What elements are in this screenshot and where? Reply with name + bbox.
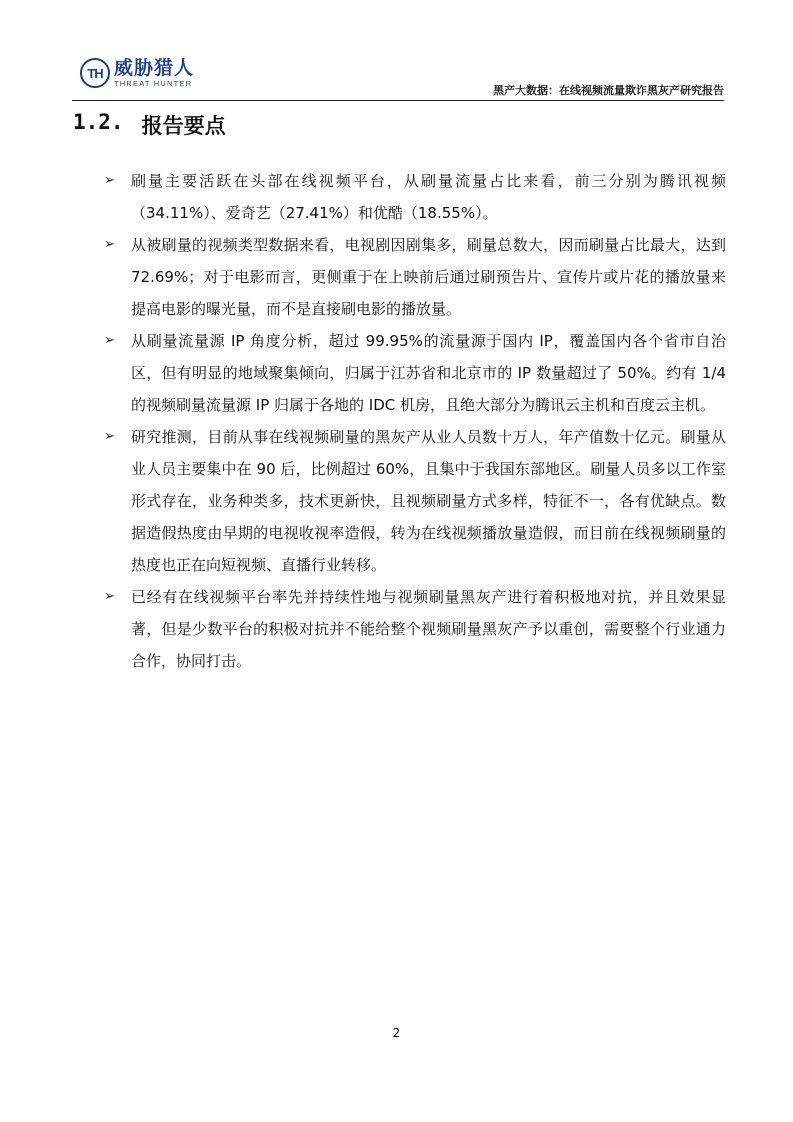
list-item <box>104 581 726 677</box>
document-title: 黑产大数据：在线视频流量欺诈黑灰产研究报告 <box>493 84 724 97</box>
list-item-text: 从被刷量的视频类型数据来看，电视剧因剧集多，刷量总数大，因而刷量占比最大，达到 72.69%；对于电影而言，更侧重于在上映前后通过刷预告片、宣传片或片花的播放量来提高电影的曝光量，而不是直接刷电影的播放量。 <box>131 236 726 318</box>
arrow-bullet-icon: ➢ <box>104 173 115 188</box>
page-header <box>72 56 724 100</box>
list-item-text: 研究推测，目前从事在线视频刷量的黑灰产从业人员数十万人，年产值数十亿元。刷量从业人员主要集中在 90 后，比例超过 60%，且集中于我国东部地区。刷量人员多以工作室形式存在，业务种类多，技术更新快，且视频刷量方式多样，特征不一，各有优缺点。数据造假热度由早期的电视收视率造假，转为在线视频播放量造假，而目前在线视频刷量的热度也正在向短视频、直播行业转移。 <box>131 428 726 574</box>
section-title: 报告要点 <box>141 114 226 138</box>
list-item <box>104 229 726 325</box>
logo-english-name: THREAT HUNTER <box>114 78 193 88</box>
logo-text <box>114 56 195 88</box>
arrow-bullet-icon: ➢ <box>104 333 115 348</box>
logo-mark-icon: TH <box>80 58 110 88</box>
arrow-bullet-icon: ➢ <box>104 237 115 252</box>
company-logo <box>80 58 194 88</box>
section-number: 1.2. <box>73 110 124 134</box>
list-item <box>104 325 726 421</box>
key-points-list <box>104 165 726 677</box>
list-item <box>104 165 726 229</box>
arrow-bullet-icon: ➢ <box>104 589 115 604</box>
list-item-text: 从刷量流量源 IP 角度分析，超过 99.95%的流量源于国内 IP，覆盖国内各个省市自治区，但有明显的地域聚集倾向，归属于江苏省和北京市的 IP 数量超过了 50%。约有 1/4 的视频刷量流量源 IP 归属于各地的 IDC 机房，且绝大部分为腾讯云主机和百度云主机。 <box>131 332 726 414</box>
list-item <box>104 421 726 581</box>
page-number: 2 <box>392 1026 401 1040</box>
section-heading <box>73 110 226 140</box>
arrow-bullet-icon: ➢ <box>104 429 115 444</box>
logo-chinese-name: 威胁猎人 <box>114 56 195 79</box>
list-item-text: 刷量主要活跃在头部在线视频平台，从刷量流量占比来看，前三分别为腾讯视频（34.11%）、爱奇艺（27.41%）和优酷（18.55%）。 <box>131 172 726 222</box>
list-item-text: 已经有在线视频平台率先并持续性地与视频刷量黑灰产进行着积极地对抗，并且效果显著，但是少数平台的积极对抗并不能给整个视频刷量黑灰产予以重创，需要整个行业通力合作，协同打击。 <box>131 588 726 670</box>
header-divider <box>72 100 724 101</box>
